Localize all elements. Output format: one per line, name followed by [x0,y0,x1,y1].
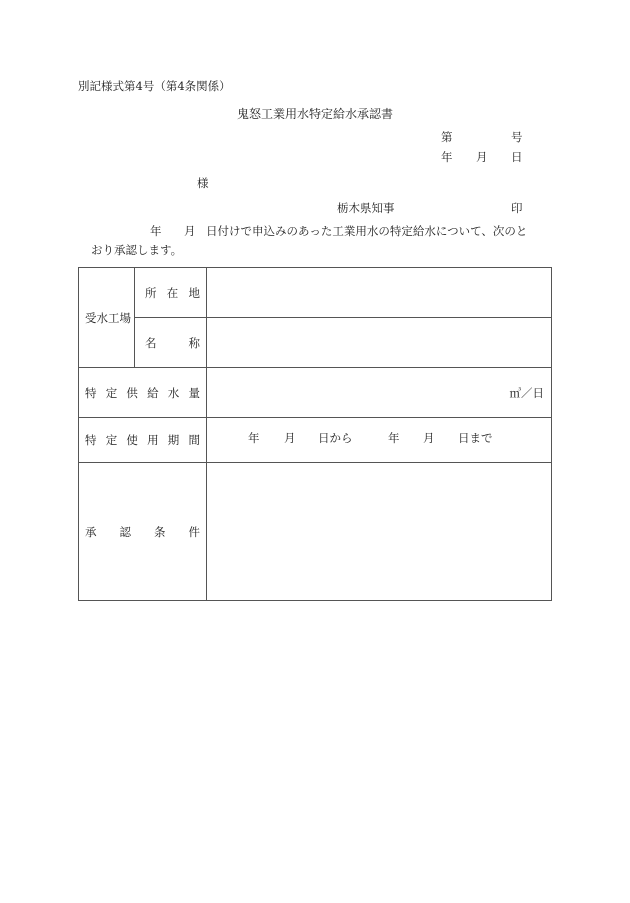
period-from-day: 日から [318,431,353,445]
name-char: 称 [188,335,200,350]
name-value-field[interactable] [207,318,552,368]
lead-year: 年 [150,224,162,238]
usage-period-char: 間 [188,433,200,447]
conditions-char: 件 [188,524,200,539]
issuer-name: 栃木県知事 [337,201,395,215]
supply-volume-char: 特 [85,385,97,400]
date-year: 年 [441,150,453,164]
usage-period-char: 使 [126,433,138,447]
period-to-day: 日まで [458,431,493,445]
name-char: 名 [145,335,157,350]
lead-month: 月 [184,224,196,238]
supply-volume-header [79,368,207,418]
location-value-field[interactable] [207,268,552,318]
location-header [135,268,207,318]
approval-table [78,267,552,601]
document-title: 鬼怒工業用水特定給水承認書 [237,107,394,121]
supply-volume-char: 量 [188,385,200,400]
conditions-char: 条 [154,524,166,539]
number-prefix: 第 [441,130,453,144]
table-row [79,418,552,463]
period-to-year: 年 [388,431,400,445]
supply-volume-char: 供 [126,385,138,400]
name-header [135,318,207,368]
date-day: 日 [511,150,523,164]
table-row [79,318,552,368]
location-char: 所 [145,285,157,300]
conditions-header [79,463,207,601]
location-char: 在 [166,285,179,300]
supply-volume-char: 水 [167,385,180,400]
period-from-month: 月 [284,431,296,445]
conditions-char: 承 [85,524,97,539]
table-row [79,268,552,318]
conditions-char: 認 [119,524,131,539]
body-line-1: 日付けで申込みのあった工業用水の特定給水について、次のと [206,224,528,238]
supply-volume-field[interactable] [207,368,552,418]
location-char: 地 [188,285,200,300]
date-month: 月 [476,150,488,164]
receiving-plant-label: 受水工場 [85,310,131,325]
usage-period-char: 用 [147,433,159,447]
supply-volume-char: 給 [147,385,159,400]
addressee-suffix: 様 [197,176,209,190]
supply-volume-char: 定 [105,385,118,400]
period-to-month: 月 [423,431,435,445]
seal-mark: 印 [511,201,523,215]
table-row [79,368,552,418]
volume-unit: ㎥／日 [509,385,544,400]
usage-period-field[interactable] [207,418,552,463]
body-line-2: おり承認します。 [91,243,183,257]
usage-period-char: 期 [167,433,180,447]
usage-period-char: 定 [105,433,118,447]
period-from-year: 年 [248,431,260,445]
conditions-field[interactable] [207,463,552,601]
number-suffix: 号 [511,130,523,144]
table-row [79,463,552,601]
form-number: 別記様式第4号（第4条関係） [78,79,231,93]
receiving-plant-header [79,268,135,368]
usage-period-char: 特 [85,433,97,447]
usage-period-header [79,418,207,463]
